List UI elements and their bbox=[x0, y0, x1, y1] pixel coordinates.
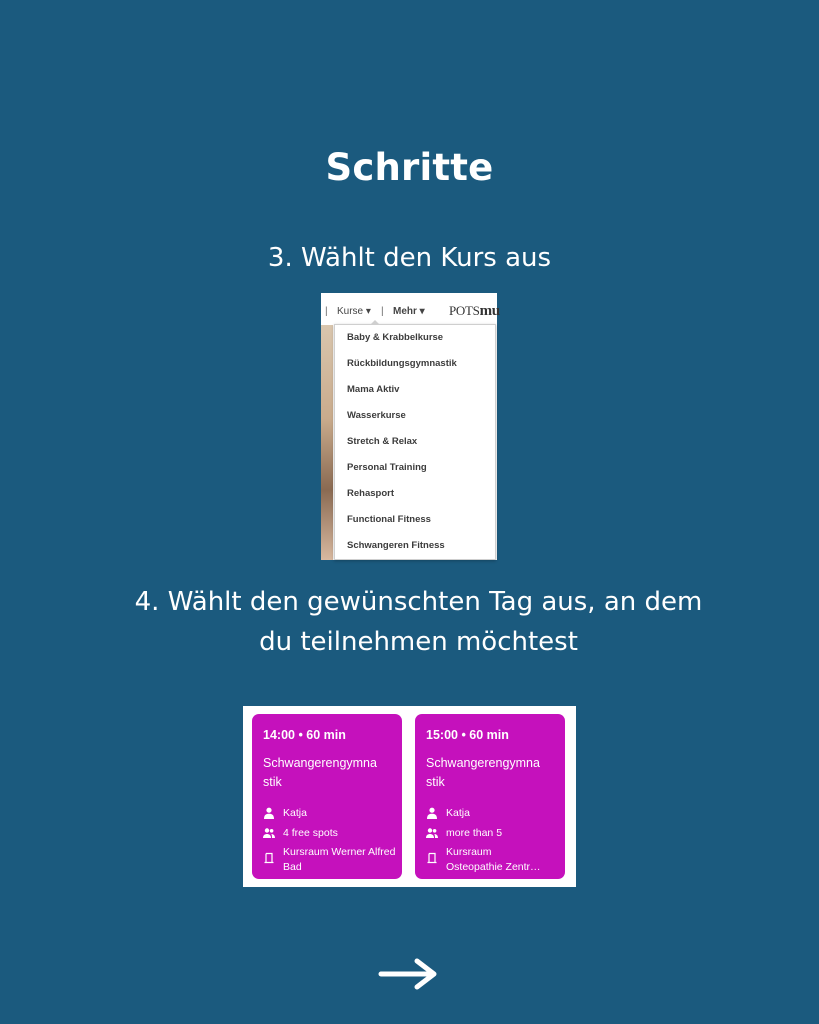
nav-mehr[interactable]: Mehr ▾ bbox=[393, 306, 425, 317]
kurse-dropdown bbox=[334, 324, 496, 560]
step-3-heading: 3. Wählt den Kurs aus bbox=[267, 243, 552, 273]
card-trainer bbox=[263, 806, 398, 821]
card-trainer-name: Katja bbox=[283, 807, 307, 819]
dropdown-item-baby-krabbelkurse[interactable]: Baby & Krabbelkurse bbox=[347, 332, 444, 343]
card-time: 15:00 • 60 min bbox=[426, 728, 509, 742]
card-course-name: Schwangerengymna stik bbox=[426, 756, 540, 789]
logo-prefix: POTS bbox=[449, 303, 480, 318]
logo-bold: mu bbox=[479, 303, 500, 319]
step-4-line-1: 4. Wählt den gewünschten Tag aus, an dem bbox=[134, 587, 703, 617]
dropdown-item-schwangeren-fitness[interactable]: Schwangeren Fitness bbox=[347, 540, 445, 551]
dropdown-caret bbox=[370, 320, 380, 325]
card-course-name: Schwangerengymna stik bbox=[263, 756, 377, 789]
card-spots bbox=[426, 826, 561, 841]
course-card[interactable] bbox=[252, 714, 402, 879]
nav-kurse[interactable]: Kurse ▾ bbox=[337, 306, 371, 317]
card-spots-text: 4 free spots bbox=[283, 827, 338, 839]
person-icon bbox=[263, 807, 275, 819]
dropdown-item-personal-training[interactable]: Personal Training bbox=[347, 462, 427, 473]
course-cards-screenshot bbox=[243, 706, 576, 887]
course-menu-screenshot bbox=[321, 293, 500, 560]
dropdown-item-mama-aktiv[interactable]: Mama Aktiv bbox=[347, 384, 400, 395]
card-room-line-2: Osteopathie Zentr… bbox=[446, 861, 541, 873]
door-icon bbox=[426, 852, 438, 864]
dropdown-item-wasserkurse[interactable]: Wasserkurse bbox=[347, 410, 406, 421]
card-spots bbox=[263, 826, 398, 841]
group-icon bbox=[426, 827, 438, 839]
dropdown-item-rehasport[interactable]: Rehasport bbox=[347, 488, 394, 499]
arrow-right-icon[interactable] bbox=[377, 956, 441, 992]
group-icon bbox=[263, 827, 275, 839]
site-logo bbox=[449, 303, 500, 320]
course-card[interactable] bbox=[415, 714, 565, 879]
step-4-line-2: du teilnehmen möchtest bbox=[259, 627, 578, 657]
card-spots-text: more than 5 bbox=[446, 827, 503, 839]
card-room-name: Kursraum Werner Alfred Bad bbox=[283, 846, 396, 873]
card-room bbox=[263, 845, 398, 875]
navbar bbox=[321, 293, 500, 325]
card-room-line-1: Kursraum bbox=[446, 846, 492, 858]
page-title: Schritte bbox=[325, 146, 494, 189]
step-4-heading bbox=[0, 582, 819, 662]
nav-separator: | bbox=[325, 306, 328, 317]
card-room bbox=[426, 845, 561, 875]
dropdown-item-stretch-relax[interactable]: Stretch & Relax bbox=[347, 436, 418, 447]
door-icon bbox=[263, 852, 275, 864]
card-trainer bbox=[426, 806, 561, 821]
person-icon bbox=[426, 807, 438, 819]
nav-separator: | bbox=[381, 306, 384, 317]
background-photo bbox=[321, 325, 333, 560]
card-time: 14:00 • 60 min bbox=[263, 728, 346, 742]
dropdown-item-functional-fitness[interactable]: Functional Fitness bbox=[347, 514, 431, 525]
card-trainer-name: Katja bbox=[446, 807, 470, 819]
dropdown-item-rueckbildungsgymnastik[interactable]: Rückbildungsgymnastik bbox=[347, 358, 457, 369]
